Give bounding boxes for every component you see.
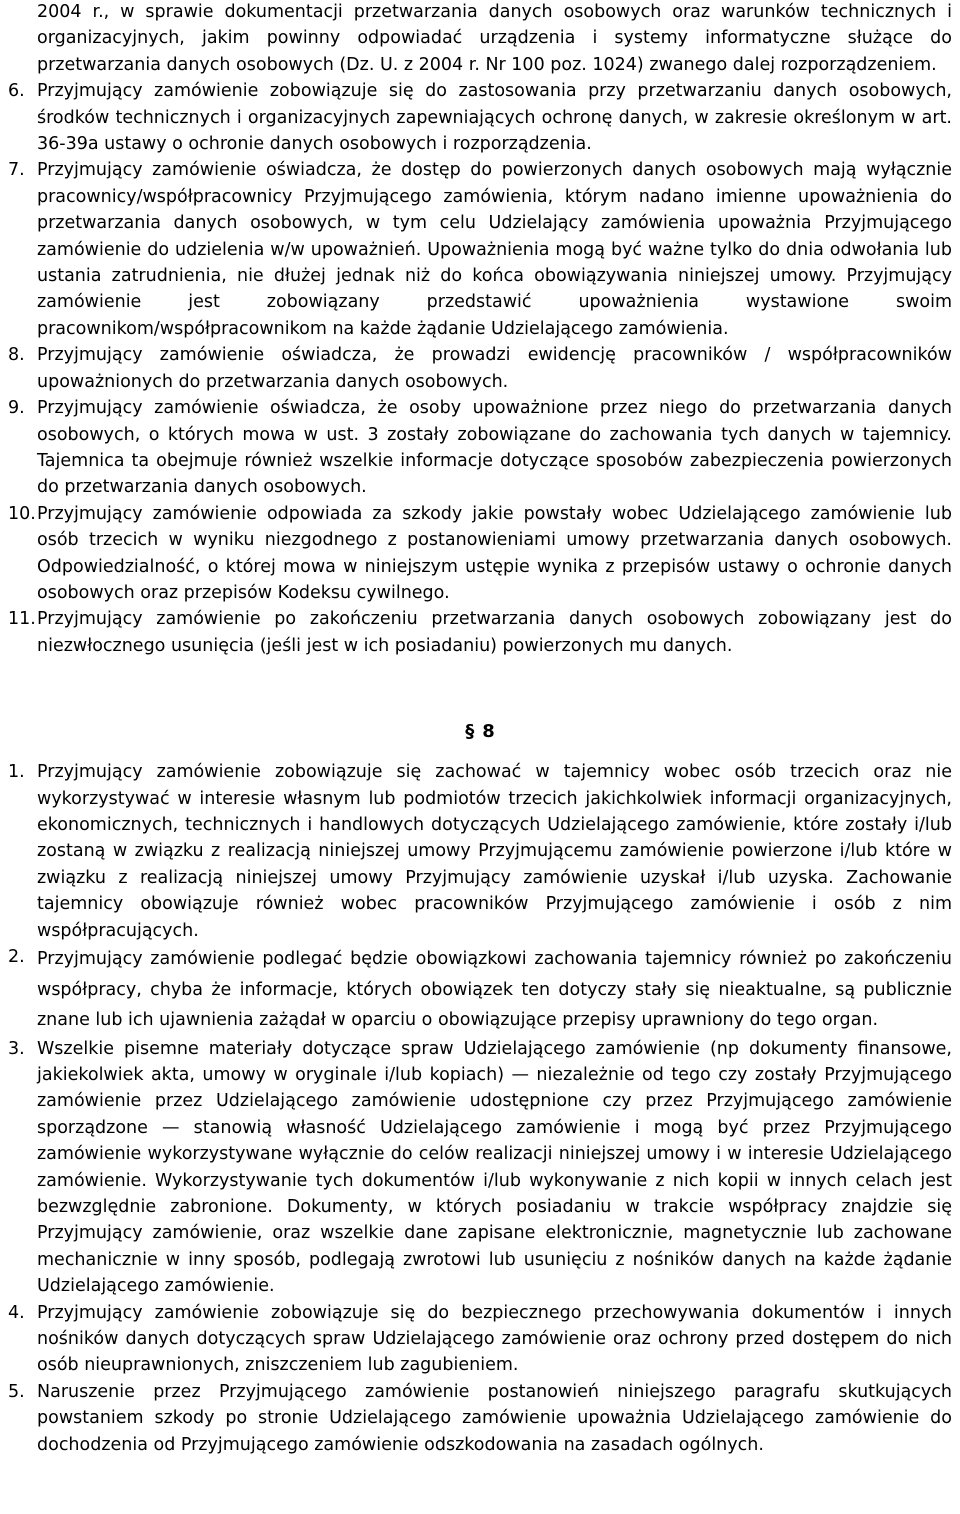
item-number: 9. (8, 398, 25, 419)
item-text: Przyjmujący zamówienie odpowiada za szkody jakie powstały wobec Udzielającego zamówienie lub osób trzecich w wyniku niezgodnego z postanowieniami umowy przetwarzania danych osobowych. Odpowiedzialność, o której mowa w niniejszym ustępie wynika z przepisów ustawy o ochronie danych osobowych oraz przepisów Kodeksu cywilnego. (37, 503, 952, 603)
item-text: Przyjmujący zamówienie zobowiązuje się do zastosowania przy przetwarzaniu danych osobowych, środków technicznych i organizacyjnych zapewniających ochronę danych, w zakresie określonym w art. 36-39a ustawy o ochronie danych osobowych i rozporządzenia. (37, 81, 952, 155)
section-sign: § (465, 721, 475, 743)
item-number: 1. (8, 762, 25, 783)
item-text: Przyjmujący zamówienie oświadcza, że dostęp do powierzonych danych osobowych mają wyłącznie pracownicy/współpracownicy Przyjmującego zamówienia, którym nadano imienne upoważnienia do przetwarzania danych osobowych, w tym celu Udzielający zamówienia upoważnia Przyjmującego zamówienie do udzielenia w/w upoważnień. Upoważnienia mogą być ważne tylko do dnia odwołania lub ustania zatrudnienia, nie dłużej jednak niż do końca obowiązywania niniejszej umowy. Przyjmujący zamówienie jest zobowiązany przedstawić upoważnienia wystawione swoim pracownikom/współpracownikom na każde żądanie Udzielającego zamówienia. (37, 160, 952, 339)
item-number: 2. (8, 947, 25, 967)
list-item (8, 944, 952, 1036)
list-item (8, 342, 952, 395)
item-text: Naruszenie przez Przyjmującego zamówienie postanowień niniejszego paragrafu skutkujących powstaniem szkody po stronie Udzielającego zamówienie upoważnia Udzielającego zamówienie do dochodzenia od Przyjmującego zamówienie odszkodowania na zasadach ogólnych. (37, 1381, 952, 1455)
item-number: 3. (8, 1038, 25, 1059)
list-item (8, 1036, 952, 1300)
list-item (8, 78, 952, 157)
section-number: 8 (482, 721, 495, 743)
item-text: Przyjmujący zamówienie zobowiązuje się do bezpiecznego przechowywania dokumentów i innych nośników danych dotyczących spraw Udzielającego zamówienie oraz ochrony przed dostępem do nich osób nieuprawnionych, zniszczeniem lub zagubieniem. (37, 1302, 952, 1376)
list-section-b (8, 759, 952, 1458)
item-number: 6. (8, 81, 25, 102)
intro-paragraph: 2004 r., w sprawie dokumentacji przetwarzania danych osobowych oraz warunków technicznych i organizacyjnych, jakim powinny odpowiadać urządzenia i systemy informatyczne służące do przetwarzania danych osobowych (Dz. U. z 2004 r. Nr 100 poz. 1024) zwanego dalej rozporządzeniem. (37, 2, 952, 75)
list-section-a (8, 78, 952, 659)
item-number: 7. (8, 160, 25, 181)
item-text: Przyjmujący zamówienie po zakończeniu przetwarzania danych osobowych zobowiązany jest do niezwłocznego usunięcia (jeśli jest w ich posiadaniu) powierzonych mu danych. (37, 609, 952, 656)
list-item (8, 157, 952, 342)
list-item (8, 1379, 952, 1458)
list-item (8, 1300, 952, 1379)
list-item (8, 606, 952, 659)
list-item (8, 501, 952, 607)
list-item (8, 759, 952, 944)
item-number: 8. (8, 345, 25, 366)
item-number: 4. (8, 1302, 25, 1323)
item-text: Wszelkie pisemne materiały dotyczące spraw Udzielającego zamówienie (np dokumenty finansowe, jakiekolwiek akta, umowy w oryginale i/lub kopiach) — niezależnie od tego czy zostały Przyjmującego zamówienie przez Udzielającego zamówienie udostępnione czy przez Przyjmującego zamówienie sporządzone — stanowią własność Udzielającego zamówienie i mogą być przez Przyjmującego zamówienie wykorzystywane wyłącznie do celów realizacji niniejszej umowy i w interesie Udzielającego zamówienie. Wykorzystywanie tych dokumentów i/lub wykonywanie z nich kopii w innych celach jest bezwzględnie zabronione. Dokumenty, w których posiadaniu w trakcie współpracy znajdzie się Przyjmujący zamówienie, oraz wszelkie dane zapisane elektronicznie, magnetycznie lub zachowane mechanicznie w inny sposób, podlegają zwrotowi lub usunięciu z nośników danych na każde żądanie Udzielającego zamówienie. (37, 1038, 952, 1297)
item-text: Przyjmujący zamówienie oświadcza, że osoby upoważnione przez niego do przetwarzania danych osobowych, o których mowa w ust. 3 zostały zobowiązane do zachowania tych danych w tajemnicy. Tajemnica ta obejmuje również wszelkie informacje dotyczące sposobów zabezpieczenia powierzonych do przetwarzania danych osobowych. (37, 398, 952, 498)
item-number: 11. (8, 609, 36, 630)
item-text: Przyjmujący zamówienie oświadcza, że prowadzi ewidencję pracowników / współpracowników upoważnionych do przetwarzania danych osobowych. (37, 345, 952, 392)
item-number: 10. (8, 503, 36, 524)
list-item (8, 395, 952, 501)
item-text: Przyjmujący zamówienie podlegać będzie obowiązkowi zachowania tajemnicy również po zakończeniu współpracy, chyba że informacje, których obowiązek ten dotyczy stały się nieaktualne, są publicznie znane lub ich ujawnienia zażądał w oparciu o obowiązujące przepisy uprawniony do tego organ. (37, 949, 952, 1030)
item-number: 5. (8, 1381, 25, 1402)
section-heading (8, 719, 952, 745)
item-text: Przyjmujący zamówienie zobowiązuje się zachować w tajemnicy wobec osób trzecich oraz nie wykorzystywać w interesie własnym lub podmiotów trzecich jakichkolwiek informacji organizacyjnych, ekonomicznych, technicznych i handlowych dotyczących Udzielającego zamówienie, które zostały i/lub zostaną w związku z realizacją niniejszej umowy Przyjmującemu zamówienie powierzone i/lub które w związku z realizacją niniejszej umowy Przyjmujący zamówienie uzyskał i/lub uzyska. Zachowanie tajemnicy obowiązuje również wobec pracowników Przyjmującego zamówienie i osób z nim współpracujących. (37, 762, 952, 941)
